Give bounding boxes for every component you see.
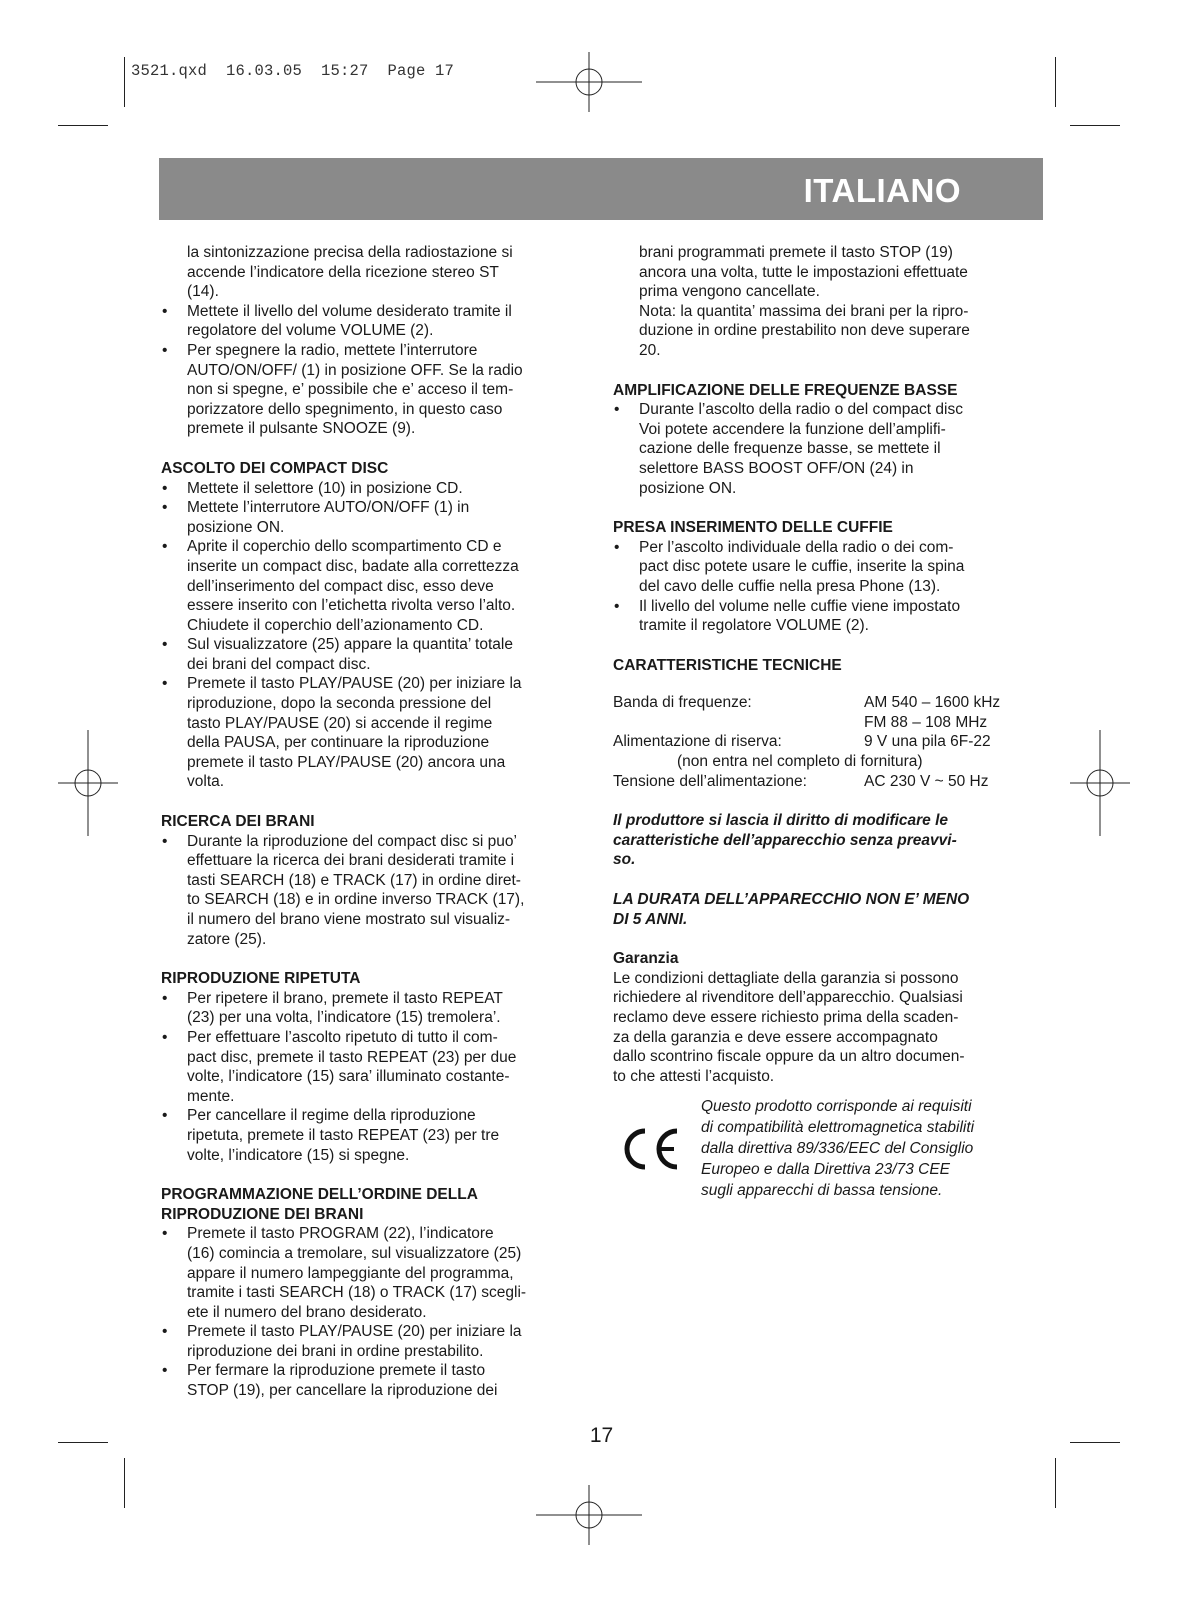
text-line: accende l’indicatore della ricezione stereo ST: [187, 263, 499, 281]
bullet-item: [161, 635, 586, 674]
text-line: Per cancellare il regime della riproduzione: [187, 1107, 476, 1125]
ce-mark-icon: [619, 1126, 683, 1172]
spec-label: Banda di frequenze:: [613, 694, 752, 712]
specs-table: [613, 693, 1033, 791]
lifetime-notice: [613, 890, 1033, 929]
text-line: essere inserito con l’etichetta rivolta verso l’alto.: [187, 597, 516, 615]
crop-mark: [1055, 57, 1056, 107]
text-line: Chiudete il coperchio dell’azionamento CD.: [187, 616, 484, 634]
intro-paragraph: [613, 243, 1033, 361]
text-line: duzione in ordine prestabilito non deve superare: [639, 322, 970, 340]
text-line: pact disc potete usare le cuffie, inserite la spina: [639, 558, 965, 576]
text-line: to SEARCH (18) e in ordine inverso TRACK (17),: [187, 891, 525, 909]
printer-slug: 3521.qxd 16.03.05 15:27 Page 17: [131, 62, 455, 80]
spec-row: [613, 693, 1033, 713]
spec-label: Alimentazione di riserva:: [613, 733, 782, 751]
text-line: Mettete l’interrutore AUTO/ON/OFF (1) in: [187, 499, 470, 517]
bullet-icon: •: [162, 1107, 168, 1125]
section-heading: CARATTERISTICHE TECNICHE: [613, 656, 842, 674]
bullet-icon: •: [162, 1028, 168, 1046]
spec-row: [613, 713, 1033, 733]
text-line: la sintonizzazione precisa della radiostazione si: [187, 244, 513, 261]
text-line: caratteristiche dell’apparecchio senza preavvi-: [613, 831, 957, 849]
text-line: Il produttore si lascia il diritto di modificare le: [613, 812, 949, 830]
text-line: richiedere al rivenditore dell’apparecchio. Qualsiasi: [613, 989, 963, 1007]
text-line: Il livello del volume nelle cuffie viene impostato: [639, 597, 961, 615]
section-heading: RIPRODUZIONE DEI BRANI: [161, 1205, 364, 1223]
crop-mark: [124, 57, 125, 107]
bullet-item: [161, 479, 586, 499]
text-line: AUTO/ON/OFF/ (1) in posizione OFF. Se la radio: [187, 361, 523, 379]
text-line: della PAUSA, per continuare la riproduzione: [187, 734, 490, 752]
spec-value: FM 88 – 108 MHz: [864, 713, 988, 731]
text-line: di compatibilità elettromagnetica stabiliti: [701, 1119, 975, 1137]
text-line: posizione ON.: [639, 479, 737, 497]
section-heading: ASCOLTO DEI COMPACT DISC: [161, 459, 389, 477]
section-heading: PRESA INSERIMENTO DELLE CUFFIE: [613, 519, 893, 537]
text-line: effettuare la ricerca dei brani desiderati tramite i: [187, 852, 515, 870]
text-line: Durante l’ascolto della radio o del compact disc: [639, 401, 963, 419]
bullet-item: [613, 597, 1033, 636]
bullet-item: [161, 1361, 586, 1400]
text-line: 20.: [639, 341, 661, 359]
text-line: to che attesti l’acquisto.: [613, 1067, 775, 1085]
text-line: tasto PLAY/PAUSE (20) si accende il regime: [187, 714, 493, 732]
crop-mark: [58, 125, 108, 126]
bullet-item: [613, 400, 1033, 498]
text-line: ete il numero del brano desiderato.: [187, 1303, 427, 1321]
bullet-icon: •: [162, 636, 168, 654]
text-line: mente.: [187, 1087, 235, 1105]
bullet-item: [161, 537, 586, 635]
text-line: Premete il tasto PLAY/PAUSE (20) per iniziare la: [187, 675, 522, 693]
ce-compliance-block: [613, 1096, 1033, 1212]
text-line: Mettete il selettore (10) in posizione CD.: [187, 479, 463, 497]
text-line: cazione delle frequenze basse, se mettete il: [639, 440, 941, 458]
text-line: posizione ON.: [187, 518, 285, 536]
text-line: dalla direttiva 89/336/EEC del Consiglio: [701, 1140, 974, 1158]
bullet-icon: •: [162, 675, 168, 693]
bullet-item: [161, 1224, 586, 1322]
bullet-item: [161, 989, 586, 1028]
manufacturer-notice: [613, 811, 1033, 870]
text-line: za della garanzia e deve essere accompagnato: [613, 1028, 938, 1046]
spec-note: (non entra nel completo di fornitura): [677, 753, 923, 771]
crop-mark: [1070, 125, 1120, 126]
registration-mark-icon: [536, 1485, 642, 1545]
text-line: Questo prodotto corrisponde ai requisiti: [701, 1098, 972, 1116]
text-line: ripetuta, premete il tasto REPEAT (23) per tre: [187, 1126, 500, 1144]
text-line: (23) per una volta, l’indicatore (15) tremolera’.: [187, 1009, 501, 1027]
bullet-item: [161, 302, 586, 341]
bullet-item: [161, 832, 586, 950]
text-line: ancora una volta, tutte le impostazioni effettuate: [639, 263, 968, 281]
section-heading: PROGRAMMAZIONE DELL’ORDINE DELLA: [161, 1186, 478, 1204]
bullet-icon: •: [162, 832, 168, 850]
text-line: dallo scontrino fiscale oppure da un altro documen-: [613, 1048, 965, 1066]
banner-title: ITALIANO: [803, 172, 961, 209]
bullet-icon: •: [162, 499, 168, 517]
text-line: Voi potete accendere la funzione dell’amplifi-: [639, 420, 946, 438]
text-line: volte, l’indicatore (15) sara’ illuminato costante-: [187, 1068, 510, 1086]
bullet-icon: •: [162, 479, 168, 497]
text-line: il numero del brano viene mostrato sul visualiz-: [187, 911, 511, 928]
bullet-item: [161, 1106, 586, 1165]
bullet-item: [161, 1322, 586, 1361]
warranty-heading: Garanzia: [613, 950, 679, 968]
bullet-item: [613, 538, 1033, 597]
registration-mark-icon: [58, 730, 118, 836]
bullet-icon: •: [162, 341, 168, 359]
text-line: pact disc, premete il tasto REPEAT (23) per due: [187, 1048, 517, 1066]
spec-row: [613, 752, 1033, 772]
text-line: Mettete il livello del volume desiderato tramite il: [187, 302, 512, 320]
text-line: volta.: [187, 773, 225, 791]
bullet-icon: •: [162, 1362, 168, 1380]
text-line: tramite il regolatore VOLUME (2).: [639, 617, 869, 635]
text-line: tramite i tasti SEARCH (18) o TRACK (17) scegli-: [187, 1284, 527, 1302]
page-number: 17: [589, 1424, 614, 1447]
text-line: sugli apparecchi di bassa tensione.: [701, 1182, 943, 1200]
text-line: regolatore del volume VOLUME (2).: [187, 322, 434, 340]
bullet-item: [161, 341, 586, 439]
text-line: brani programmati premete il tasto STOP (19): [639, 244, 953, 261]
section-heading: AMPLIFICAZIONE DELLE FREQUENZE BASSE: [613, 381, 958, 399]
text-line: del cavo delle cuffie nella presa Phone (13).: [639, 577, 941, 595]
bullet-icon: •: [162, 538, 168, 556]
text-line: zatore (25).: [187, 930, 267, 948]
text-line: riproduzione, dopo la seconda pressione del: [187, 695, 492, 713]
text-line: Per ripetere il brano, premete il tasto REPEAT: [187, 989, 503, 1007]
text-line: Per spegnere la radio, mettete l’interrutore: [187, 341, 478, 359]
text-line: non si spegne, e’ possibile che e’ acceso il tem-: [187, 381, 514, 399]
bullet-icon: •: [162, 1323, 168, 1341]
text-line: dei brani del compact disc.: [187, 655, 371, 673]
text-line: tasti SEARCH (18) e TRACK (17) in ordine diret-: [187, 871, 521, 889]
text-line: (14).: [187, 283, 219, 301]
text-line: prima vengono cancellate.: [639, 283, 820, 301]
section-heading: RIPRODUZIONE RIPETUTA: [161, 970, 361, 988]
bullet-icon: •: [162, 302, 168, 320]
left-column: [161, 243, 586, 1401]
text-line: Premete il tasto PLAY/PAUSE (20) per iniziare la: [187, 1323, 522, 1341]
text-line: porizzatore dello spegnimento, in questo caso: [187, 400, 503, 418]
bullet-icon: •: [614, 401, 620, 419]
text-line: Aprite il coperchio dello scompartimento CD e: [187, 538, 502, 556]
registration-mark-icon: [536, 52, 642, 112]
text-line: reclamo deve essere richiesto prima della scaden-: [613, 1009, 959, 1026]
text-line: STOP (19), per cancellare la riproduzione dei: [187, 1382, 498, 1400]
spec-value: AM 540 – 1600 kHz: [864, 694, 1001, 712]
bullet-item: [161, 674, 586, 792]
text-line: dell’inserimento del compact disc, esso deve: [187, 577, 494, 595]
ce-compliance-text: [701, 1096, 1041, 1201]
spec-row: [613, 732, 1033, 752]
text-line: premete il tasto PLAY/PAUSE (20) ancora una: [187, 753, 506, 771]
intro-paragraph: [161, 243, 586, 302]
bullet-icon: •: [614, 538, 620, 556]
text-line: so.: [613, 851, 636, 869]
text-line: Per effettuare l’ascolto ripetuto di tutto il com-: [187, 1028, 498, 1046]
warranty-paragraph: [613, 969, 1033, 1087]
spec-value: AC 230 V ~ 50 Hz: [864, 772, 989, 790]
spec-value: 9 V una pila 6F-22: [864, 733, 991, 751]
spec-row: [613, 772, 1033, 792]
text-line: volte, l’indicatore (15) si spegne.: [187, 1146, 410, 1164]
text-line: Per l’ascolto individuale della radio o dei com-: [639, 538, 954, 556]
registration-mark-icon: [1070, 730, 1130, 836]
crop-mark: [1055, 1458, 1056, 1508]
text-line: Per fermare la riproduzione premete il tasto: [187, 1362, 486, 1380]
bullet-icon: •: [162, 989, 168, 1007]
text-line: inserite un compact disc, badate alla correttezza: [187, 557, 519, 575]
bullet-item: [161, 498, 586, 537]
text-line: LA DURATA DELL’APPARECCHIO NON E’ MENO: [613, 891, 970, 909]
text-line: Nota: la quantita’ massima dei brani per la ripro-: [639, 302, 969, 320]
text-line: riproduzione dei brani in ordine prestabilito.: [187, 1342, 484, 1360]
text-line: (16) comincia a tremolare, sul visualizzatore (25): [187, 1244, 522, 1262]
text-line: appare il numero lampeggiante del programma,: [187, 1264, 514, 1282]
text-line: Europeo e dalla Direttiva 23/73 CEE: [701, 1161, 951, 1179]
text-line: Premete il tasto PROGRAM (22), l’indicatore: [187, 1225, 494, 1243]
section-heading: RICERCA DEI BRANI: [161, 813, 315, 831]
text-line: Le condizioni dettagliate della garanzia si possono: [613, 969, 959, 987]
text-line: DI 5 ANNI.: [613, 910, 688, 928]
bullet-item: [161, 1028, 586, 1106]
language-banner: [159, 158, 1043, 220]
text-line: Sul visualizzatore (25) appare la quantita’ totale: [187, 636, 513, 654]
text-line: Durante la riproduzione del compact disc si puo’: [187, 832, 517, 850]
bullet-icon: •: [614, 597, 620, 615]
crop-mark: [124, 1458, 125, 1508]
bullet-icon: •: [162, 1225, 168, 1243]
text-line: premete il pulsante SNOOZE (9).: [187, 420, 416, 438]
right-column: [613, 243, 1033, 1212]
spec-label: Tensione dell’alimentazione:: [613, 772, 807, 790]
text-line: selettore BASS BOOST OFF/ON (24) in: [639, 459, 914, 477]
